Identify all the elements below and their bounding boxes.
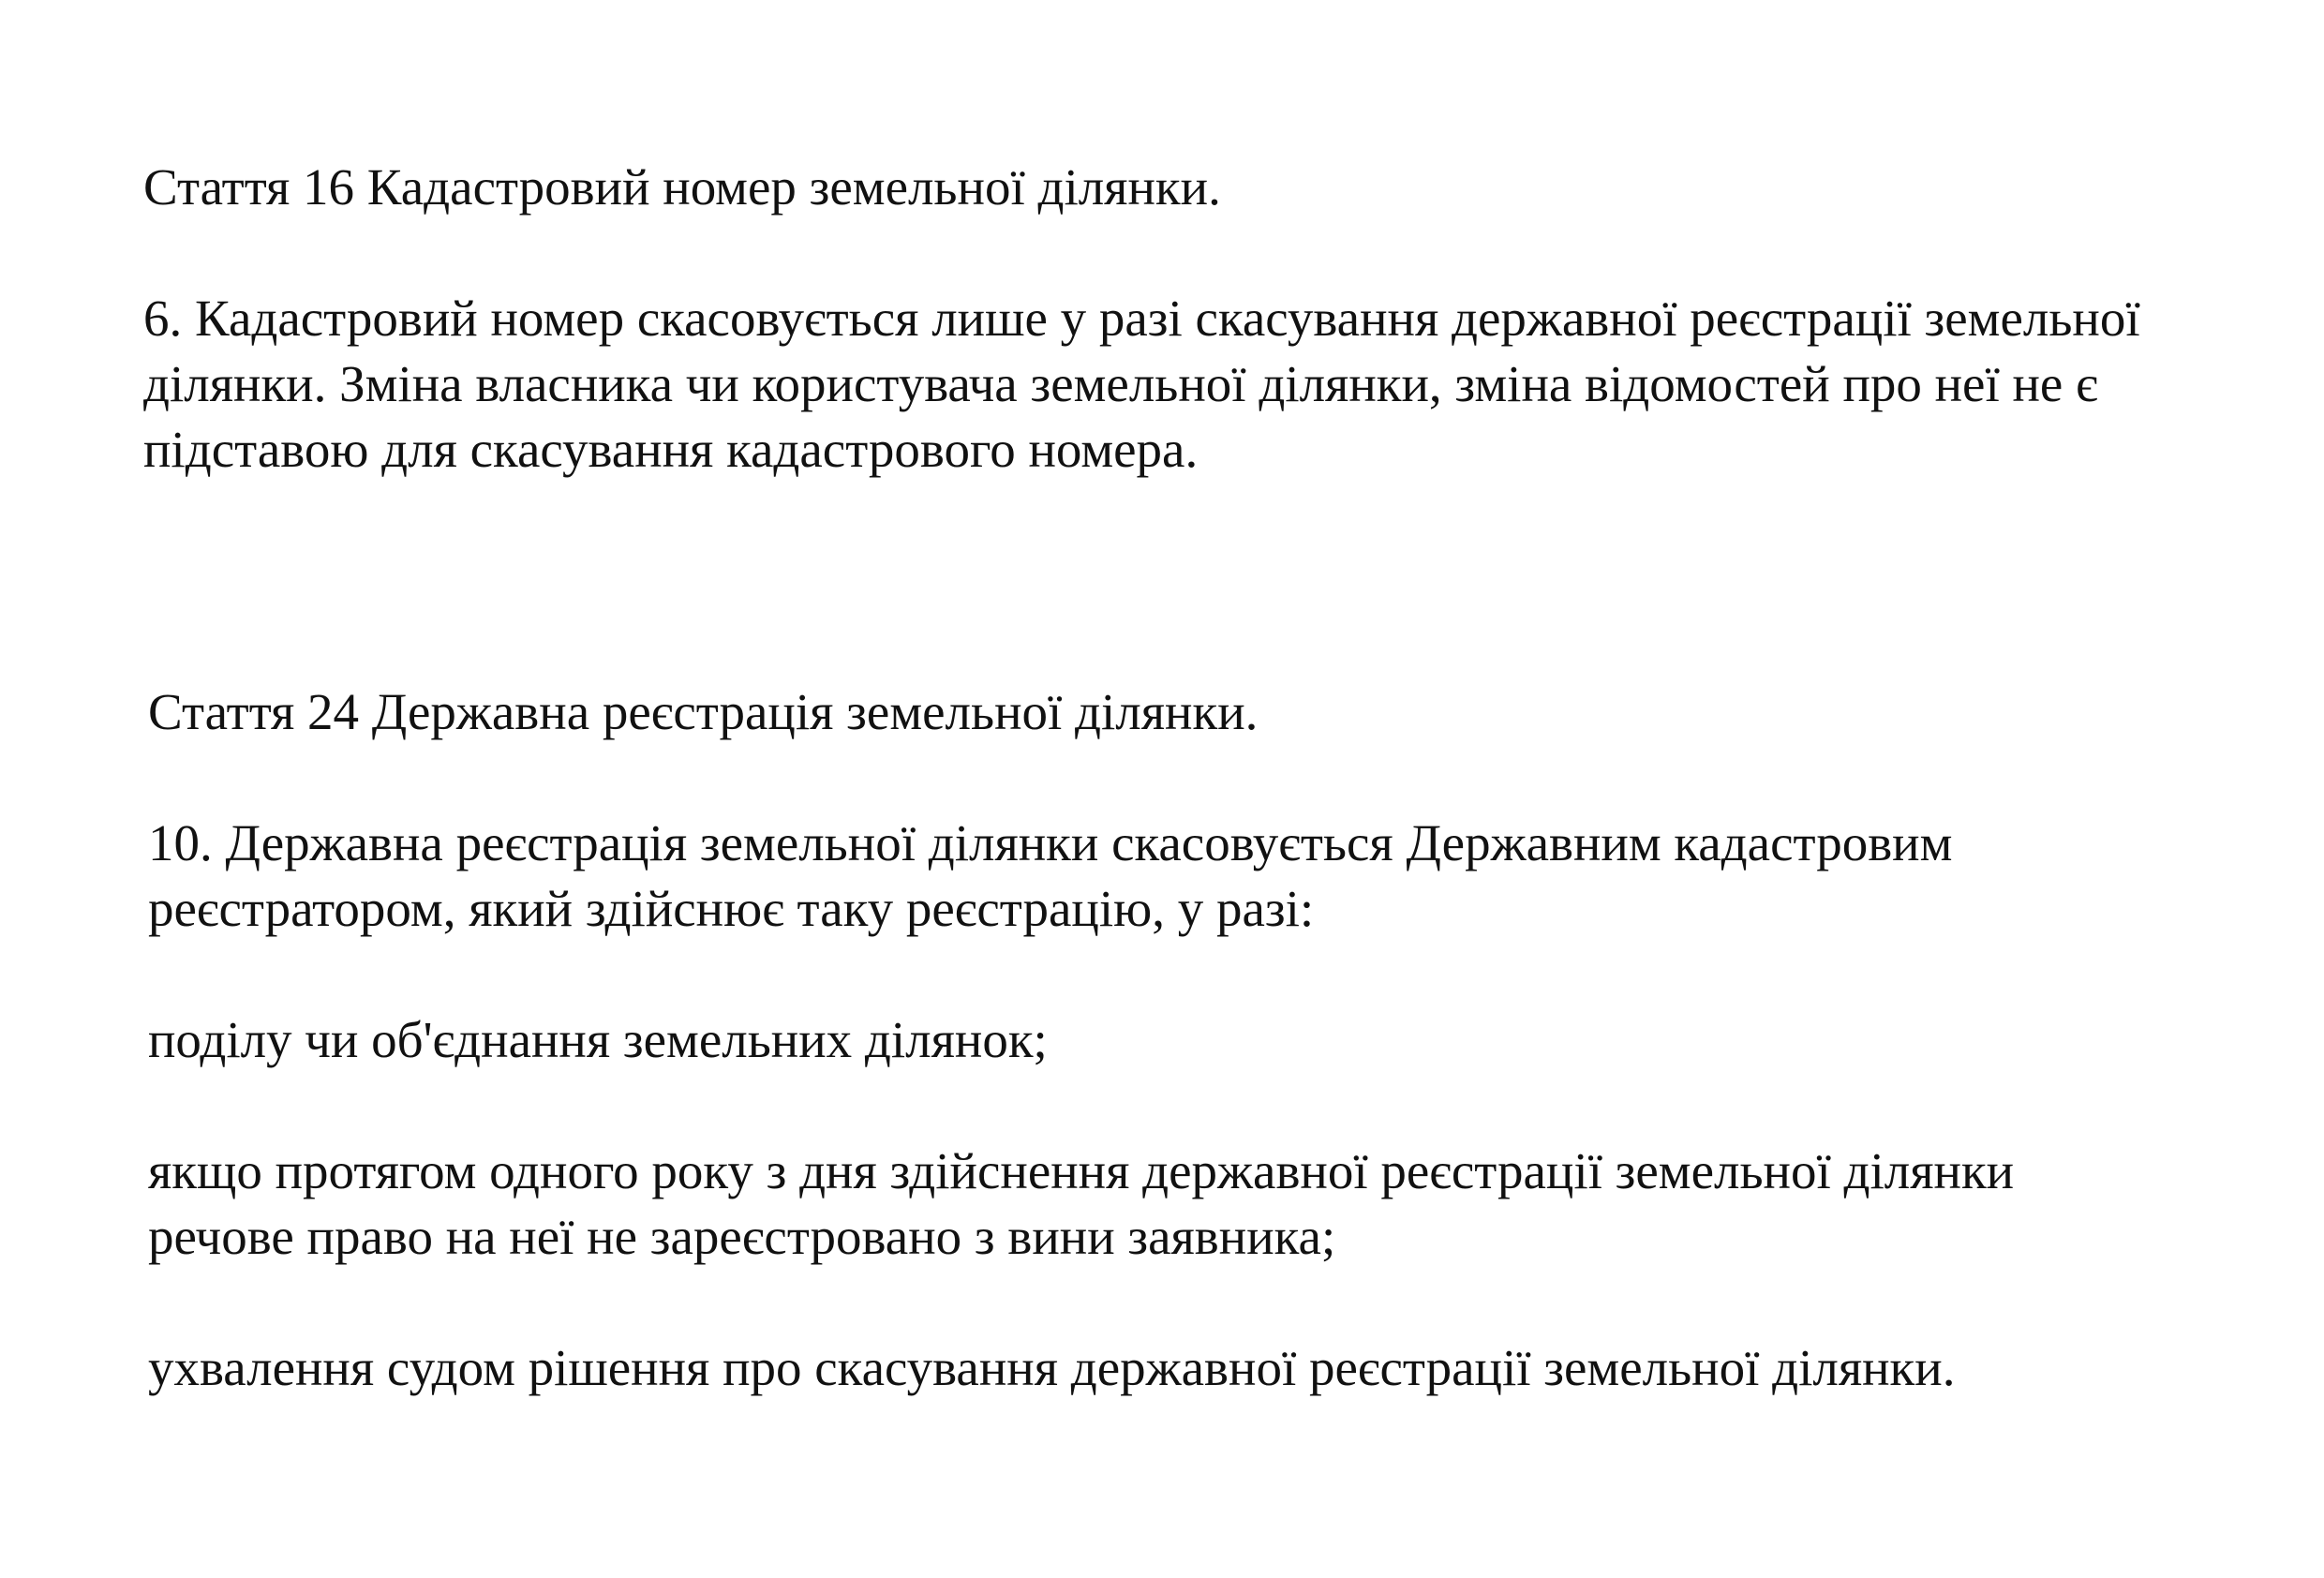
article-24-clause-10 [148, 811, 1952, 942]
item-2-line-2: речове право на неї не зареєстровано з вини заявника; [148, 1208, 1336, 1265]
clause-10-item-2 [148, 1139, 2014, 1270]
article-16-title: Стаття 16 Кадастровий номер земельної ділянки. [143, 158, 1221, 216]
clause-6-line-3: підставою для скасування кадастрового номера. [143, 421, 1199, 478]
clause-10-item-1: поділу чи об'єднання земельних ділянок; [148, 1011, 1048, 1068]
clause-6-line-2: ділянки. Зміна власника чи користувача земельної ділянки, зміна відомостей про неї не є [143, 355, 2098, 412]
clause-10-line-2: реєстратором, який здійснює таку реєстрацію, у разі: [148, 880, 1315, 937]
item-2-line-1: якщо протягом одного року з дня здійснення державної реєстрації земельної ділянки [148, 1142, 2015, 1199]
clause-10-item-3: ухвалення судом рішення про скасування державної реєстрації земельної ділянки. [148, 1339, 1956, 1396]
clause-6-line-1: 6. Кадастровий номер скасовується лише у разі скасування державної реєстрації земельної [143, 290, 2140, 347]
article-16-clause-6 [143, 286, 2140, 483]
article-24-title: Стаття 24 Державна реєстрація земельної ділянки. [148, 683, 1259, 740]
clause-10-line-1: 10. Державна реєстрація земельної ділянки скасовується Державним кадастровим [148, 814, 1953, 871]
